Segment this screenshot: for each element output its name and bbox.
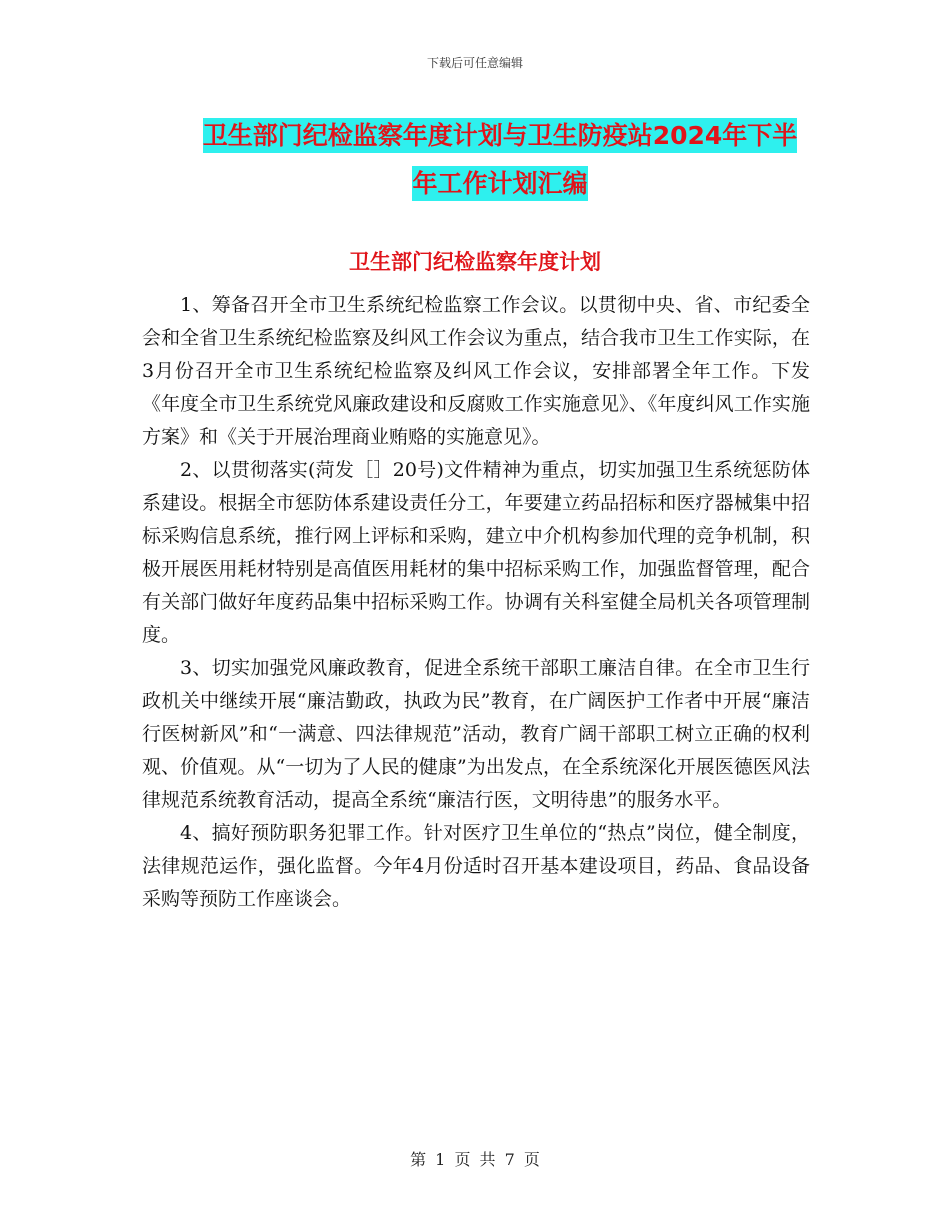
paragraph: 3、切实加强党风廉政教育，促进全系统干部职工廉洁自律。在全市卫生行政机关中继续开展“廉洁勤政，执政为民”教育，在广阔医护工作者中开展“廉洁行医树新风”和“一满意、四法律规范”活动，教育广阔干部职工树立正确的权利观、价值观。从“一切为了人民的健康”为出发点，在全系统深化开展医德医风法律规范系统教育活动，提高全系统“廉洁行医，文明待患”的服务水平。 [142, 657, 810, 811]
header-note: 下载后可任意编辑 [426, 56, 523, 70]
document-title-line-1: 卫生部门纪检监察年度计划与卫生防疫站2024年下半 [203, 118, 798, 153]
paragraph: 2、以贯彻落实(菏发［］20号)文件精神为重点，切实加强卫生系统惩防体系建设。根据全市惩防体系建设责任分工，年要建立药品招标和医疗器械集中招标采购信息系统，推行网上评标和采购，建立中介机构参加代理的竞争机制，积极开展医用耗材特别是高值医用耗材的集中招标采购工作，加强监督管理，配合有关部门做好年度药品集中招标采购工作。协调有关科室健全局机关各项管理制度。 [142, 459, 810, 646]
document-title-line-2: 年工作计划汇编 [412, 166, 587, 201]
paragraph: 4、搞好预防职务犯罪工作。针对医疗卫生单位的“热点”岗位，健全制度，法律规范运作，强化监督。今年4月份适时召开基本建设项目，药品、食品设备采购等预防工作座谈会。 [142, 822, 810, 910]
section-title: 卫生部门纪检监察年度计划 [349, 250, 601, 274]
document-body [142, 289, 810, 916]
paragraph: 1、筹备召开全市卫生系统纪检监察工作会议。以贯彻中央、省、市纪委全会和全省卫生系统纪检监察及纠风工作会议为重点，结合我市卫生工作实际，在3月份召开全市卫生系统纪检监察及纠风工作会议，安排部署全年工作。下发《年度全市卫生系统党风廉政建设和反腐败工作实施意见》、《年度纠风工作实施方案》和《关于开展治理商业贿赂的实施意见》。 [142, 294, 810, 448]
document-title [150, 112, 850, 208]
page-footer: 第 1 页 共 7 页 [410, 1150, 540, 1169]
